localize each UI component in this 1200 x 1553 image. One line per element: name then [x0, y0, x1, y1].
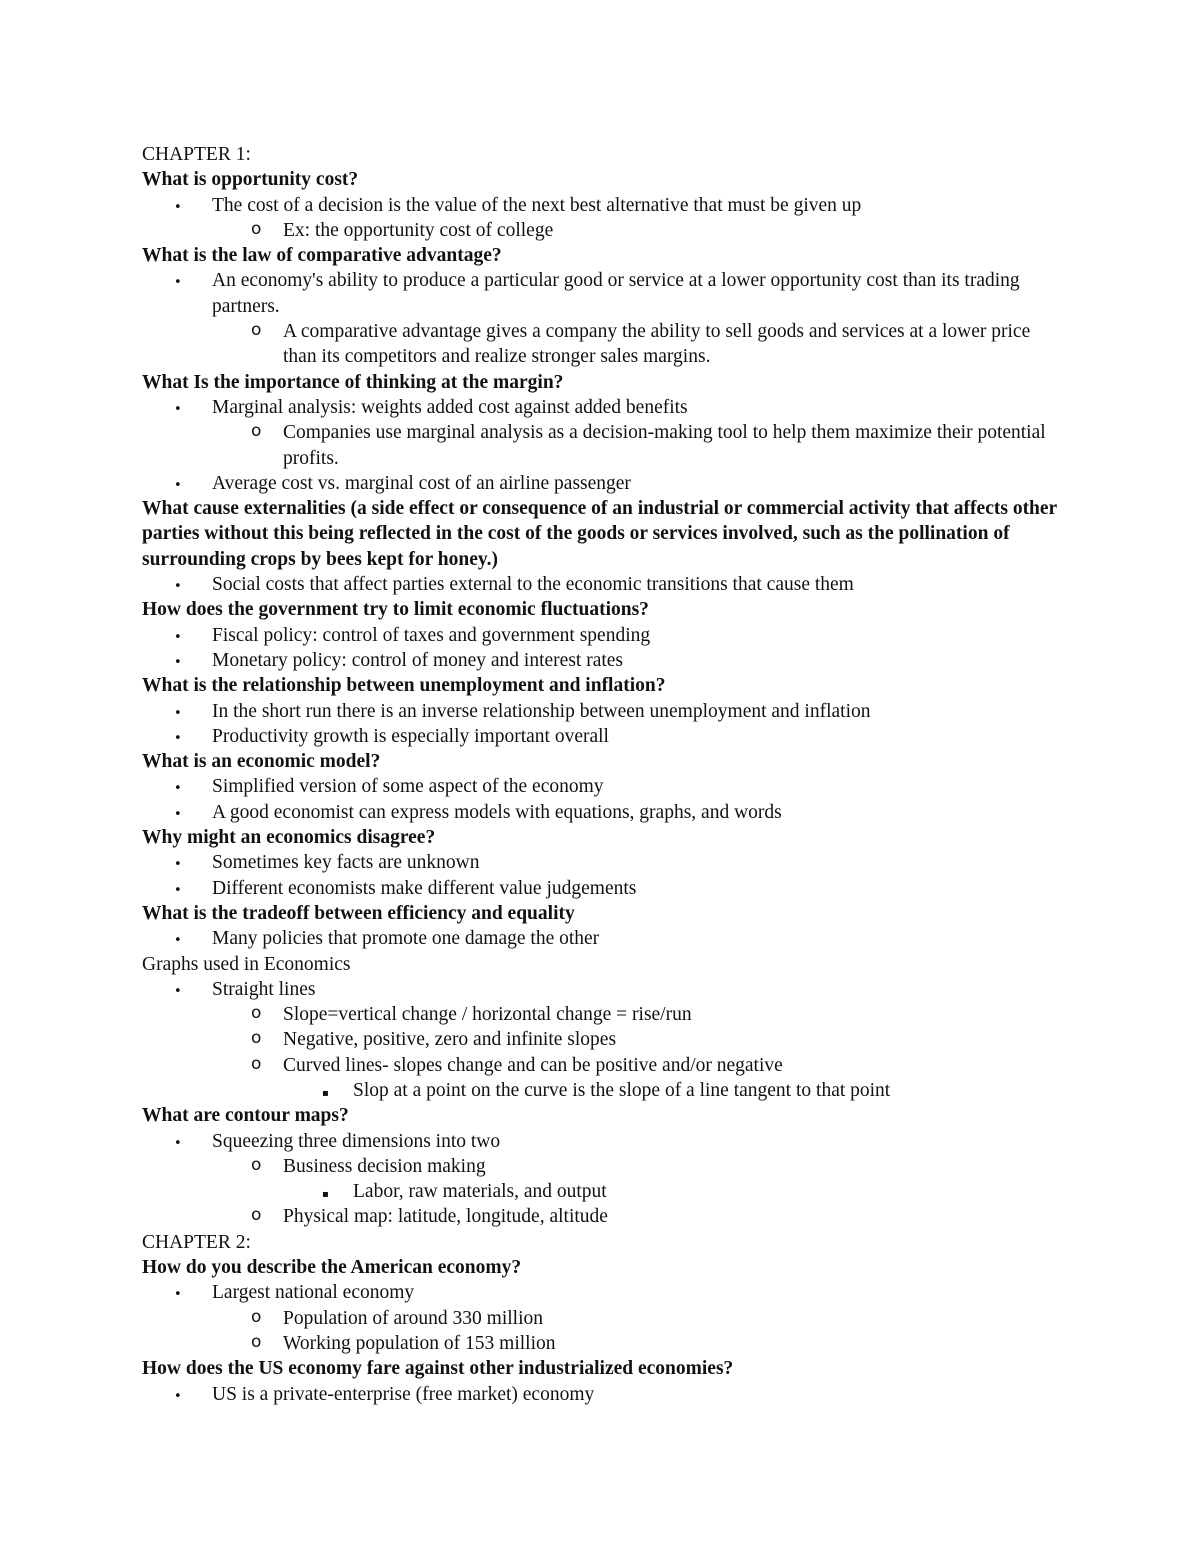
line-text: Fiscal policy: control of taxes and government spending — [212, 624, 651, 646]
bullet-icon: • — [174, 654, 182, 670]
line-text: Business decision making — [283, 1155, 486, 1177]
list-item-level-1 — [142, 471, 1062, 496]
circle-bullet-icon: o — [251, 1154, 262, 1175]
question-heading — [142, 825, 1062, 850]
line-text: US is a private-enterprise (free market) economy — [212, 1383, 595, 1405]
square-bullet-icon: ▪ — [322, 1189, 329, 1201]
line-text: Slop at a point on the curve is the slope of a line tangent to that point — [353, 1079, 891, 1101]
bullet-icon: • — [174, 983, 182, 999]
question-heading — [142, 1103, 1062, 1128]
line-text: Why might an economics disagree? — [142, 827, 436, 849]
list-item-level-2 — [142, 1204, 1062, 1229]
line-text: Simplified version of some aspect of the economy — [212, 776, 604, 798]
line-text: Population of around 330 million — [283, 1307, 543, 1329]
list-item-level-3 — [142, 1078, 1062, 1103]
circle-bullet-icon: o — [251, 1205, 262, 1226]
question-heading — [142, 496, 1062, 572]
line-text: Straight lines — [212, 978, 316, 1000]
section-heading — [142, 142, 1062, 167]
question-heading — [142, 370, 1062, 395]
list-item-level-2 — [142, 1154, 1062, 1179]
bullet-icon: • — [174, 1287, 182, 1303]
line-text: What is opportunity cost? — [142, 169, 359, 191]
list-item-level-2 — [142, 1053, 1062, 1078]
bullet-icon: • — [174, 401, 182, 417]
bullet-icon: • — [174, 781, 182, 797]
line-text: Ex: the opportunity cost of college — [283, 219, 554, 241]
circle-bullet-icon: o — [251, 1028, 262, 1049]
list-item-level-1 — [142, 193, 1062, 218]
line-text: Companies use marginal analysis as a decision-making tool to help them maximize their potential profits. — [283, 422, 1046, 469]
bullet-icon: • — [174, 1135, 182, 1151]
line-text: Many policies that promote one damage the other — [212, 928, 600, 950]
line-text: What is the law of comparative advantage? — [142, 245, 502, 267]
bullet-icon: • — [174, 1388, 182, 1404]
circle-bullet-icon: o — [251, 320, 262, 341]
line-text: Labor, raw materials, and output — [353, 1181, 607, 1203]
bullet-icon: • — [174, 705, 182, 721]
question-heading — [142, 167, 1062, 192]
line-text: What Is the importance of thinking at the margin? — [142, 371, 564, 393]
section-heading — [142, 1230, 1062, 1255]
bullet-icon: • — [174, 857, 182, 873]
line-text: Curved lines- slopes change and can be positive and/or negative — [283, 1054, 783, 1076]
line-text: Working population of 153 million — [283, 1332, 556, 1354]
list-item-level-2 — [142, 1027, 1062, 1052]
question-heading — [142, 901, 1062, 926]
line-text: Different economists make different value judgements — [212, 877, 637, 899]
bullet-icon: • — [174, 629, 182, 645]
line-text: What cause externalities (a side effect or consequence of an industrial or commercial activity that affects other parties without this being reflected in the cost of the goods or services involved, such as the pollination of surrounding crops by bees kept for honey.) — [142, 498, 1057, 570]
bullet-icon: • — [174, 579, 182, 595]
list-item-level-1 — [142, 699, 1062, 724]
list-item-level-1 — [142, 1280, 1062, 1305]
bullet-icon: • — [174, 199, 182, 215]
list-item-level-1 — [142, 724, 1062, 749]
circle-bullet-icon: o — [251, 218, 262, 239]
line-text: Slope=vertical change / horizontal change = rise/run — [283, 1004, 692, 1026]
section-heading — [142, 952, 1062, 977]
list-item-level-1 — [142, 926, 1062, 951]
list-item-level-2 — [142, 420, 1062, 471]
question-heading — [142, 673, 1062, 698]
circle-bullet-icon: o — [251, 1331, 262, 1352]
list-item-level-2 — [142, 218, 1062, 243]
circle-bullet-icon: o — [251, 1306, 262, 1327]
question-heading — [142, 749, 1062, 774]
question-heading — [142, 243, 1062, 268]
line-text: In the short run there is an inverse relationship between unemployment and inflation — [212, 700, 871, 722]
bullet-icon: • — [174, 477, 182, 493]
circle-bullet-icon: o — [251, 1053, 262, 1074]
list-item-level-3 — [142, 1179, 1062, 1204]
list-item-level-1 — [142, 623, 1062, 648]
line-text: Average cost vs. marginal cost of an airline passenger — [212, 472, 631, 494]
line-text: Sometimes key facts are unknown — [212, 852, 480, 874]
line-text: What are contour maps? — [142, 1105, 349, 1127]
list-item-level-1 — [142, 977, 1062, 1002]
line-text: Graphs used in Economics — [142, 953, 351, 975]
line-text: Marginal analysis: weights added cost against added benefits — [212, 396, 688, 418]
circle-bullet-icon: o — [251, 1003, 262, 1024]
line-text: What is an economic model? — [142, 751, 381, 773]
list-item-level-1 — [142, 850, 1062, 875]
question-heading — [142, 1356, 1062, 1381]
circle-bullet-icon: o — [251, 421, 262, 442]
line-text: How do you describe the American economy? — [142, 1257, 522, 1279]
bullet-icon: • — [174, 275, 182, 291]
line-text: Productivity growth is especially important overall — [212, 725, 609, 747]
list-item-level-1 — [142, 876, 1062, 901]
line-text: Monetary policy: control of money and interest rates — [212, 649, 624, 671]
list-item-level-1 — [142, 648, 1062, 673]
line-text: Squeezing three dimensions into two — [212, 1130, 501, 1152]
question-heading — [142, 1255, 1062, 1280]
line-text: A comparative advantage gives a company the ability to sell goods and services at a lower price than its competitors and realize stronger sales margins. — [283, 321, 1031, 368]
list-item-level-1 — [142, 1129, 1062, 1154]
line-text: Social costs that affect parties external to the economic transitions that cause them — [212, 574, 854, 596]
list-item-level-2 — [142, 1331, 1062, 1356]
bullet-icon: • — [174, 806, 182, 822]
line-text: Physical map: latitude, longitude, altitude — [283, 1206, 608, 1228]
line-text: What is the tradeoff between efficiency and equality — [142, 902, 575, 924]
bullet-icon: • — [174, 882, 182, 898]
line-text: A good economist can express models with equations, graphs, and words — [212, 801, 782, 823]
list-item-level-2 — [142, 1002, 1062, 1027]
document-body — [142, 142, 1062, 1407]
square-bullet-icon: ▪ — [322, 1087, 329, 1099]
list-item-level-1 — [142, 800, 1062, 825]
list-item-level-1 — [142, 572, 1062, 597]
list-item-level-1 — [142, 268, 1062, 319]
line-text: CHAPTER 1: — [142, 144, 251, 165]
line-text: An economy's ability to produce a particular good or service at a lower opportunity cost than its trading partners. — [212, 270, 1020, 317]
list-item-level-2 — [142, 1306, 1062, 1331]
list-item-level-1 — [142, 774, 1062, 799]
line-text: Negative, positive, zero and infinite slopes — [283, 1029, 617, 1051]
line-text: Largest national economy — [212, 1282, 415, 1304]
question-heading — [142, 597, 1062, 622]
list-item-level-2 — [142, 319, 1062, 370]
line-text: How does the US economy fare against other industrialized economies? — [142, 1358, 734, 1380]
line-text: What is the relationship between unemployment and inflation? — [142, 675, 666, 697]
line-text: How does the government try to limit economic fluctuations? — [142, 599, 649, 621]
list-item-level-1 — [142, 395, 1062, 420]
bullet-icon: • — [174, 730, 182, 746]
list-item-level-1 — [142, 1382, 1062, 1407]
bullet-icon: • — [174, 933, 182, 949]
line-text: CHAPTER 2: — [142, 1231, 251, 1253]
line-text: The cost of a decision is the value of the next best alternative that must be given up — [212, 194, 862, 216]
